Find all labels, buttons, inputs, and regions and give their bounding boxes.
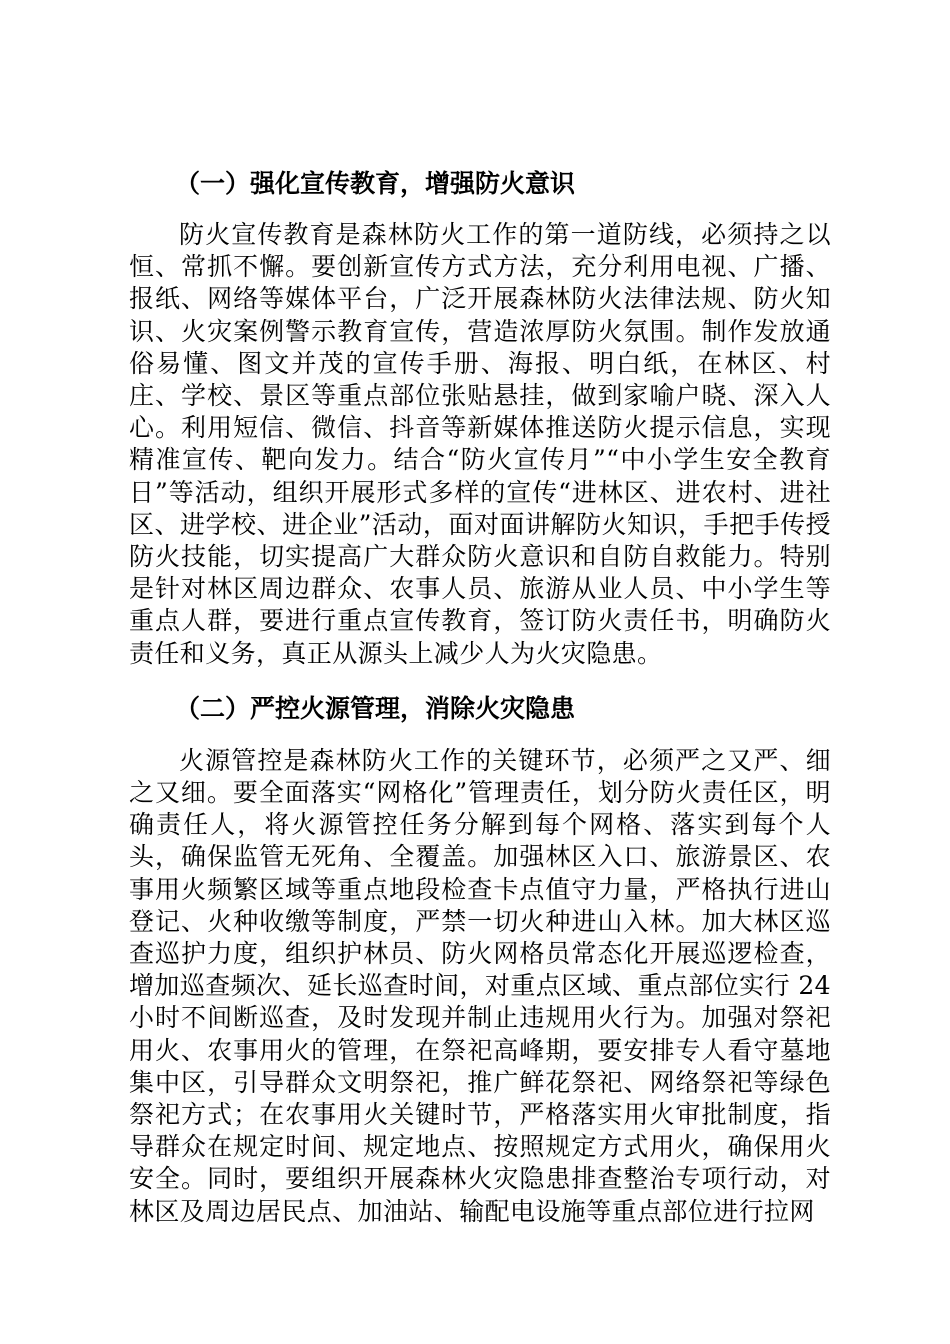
section-paragraph-1: 防火宣传教育是森林防火工作的第一道防线，必须持之以恒、常抓不懈。要创新宣传方式方法，充分利用电视、广播、报纸、网络等媒体平台，广泛开展森林防火法律法规、防火知识、火灾案例警示教育宣传，营造浓厚防火氛围。制作发放通俗易懂、图文并茂的宣传手册、海报、明白纸，在林区、村庄、学校、景区等重点部位张贴悬挂，做到家喻户晓、深入人心。利用短信、微信、抖音等新媒体推送防火提示信息，实现精准宣传、靶向发力。结合“防火宣传月”“中小学生安全教育日”等活动，组织开展形式多样的宣传“进林区、进农村、进社区、进学校、进企业”活动，面对面讲解防火知识，手把手传授防火技能，切实提高广大群众防火意识和自防自救能力。特别是针对林区周边群众、农事人员、旅游从业人员、中小学生等重点人群，要进行重点宣传教育，签订防火责任书，明确防火责任和义务，真正从源头上减少人为火灾隐患。 bbox=[129, 220, 831, 668]
section-paragraph-2: 火源管控是森林防火工作的关键环节，必须严之又严、细之又细。要全面落实“网格化”管理责任，划分防火责任区，明确责任人，将火源管控任务分解到每个网格、落实到每个人头，确保监管无死角、全覆盖。加强林区入口、旅游景区、农事用火频繁区域等重点地段检查卡点值守力量，严格执行进山登记、火种收缴等制度，严禁一切火种进山入林。加大林区巡查巡护力度，组织护林员、防火网格员常态化开展巡逻检查，增加巡查频次、延长巡查时间，对重点区域、重点部位实行 24 小时不间断巡查，及时发现并制止违规用火行为。加强对祭祀用火、农事用火的管理，在祭祀高峰期，要安排专人看守墓地集中区，引导群众文明祭祀，推广鲜花祭祀、网络祭祀等绿色祭祀方式；在农事用火关键时节，严格落实用火审批制度，指导群众在规定时间、规定地点、按照规定方式用火，确保用火安全。同时，要组织开展森林火灾隐患排查整治专项行动，对林区及周边居民点、加油站、输配电设施等重点部位进行拉网 bbox=[129, 745, 831, 1226]
section-heading-1: （一）强化宣传教育，增强防火意识 bbox=[175, 169, 576, 198]
section-heading-2: （二）严控火源管理，消除火灾隐患 bbox=[175, 693, 576, 723]
document-body bbox=[129, 168, 831, 1228]
